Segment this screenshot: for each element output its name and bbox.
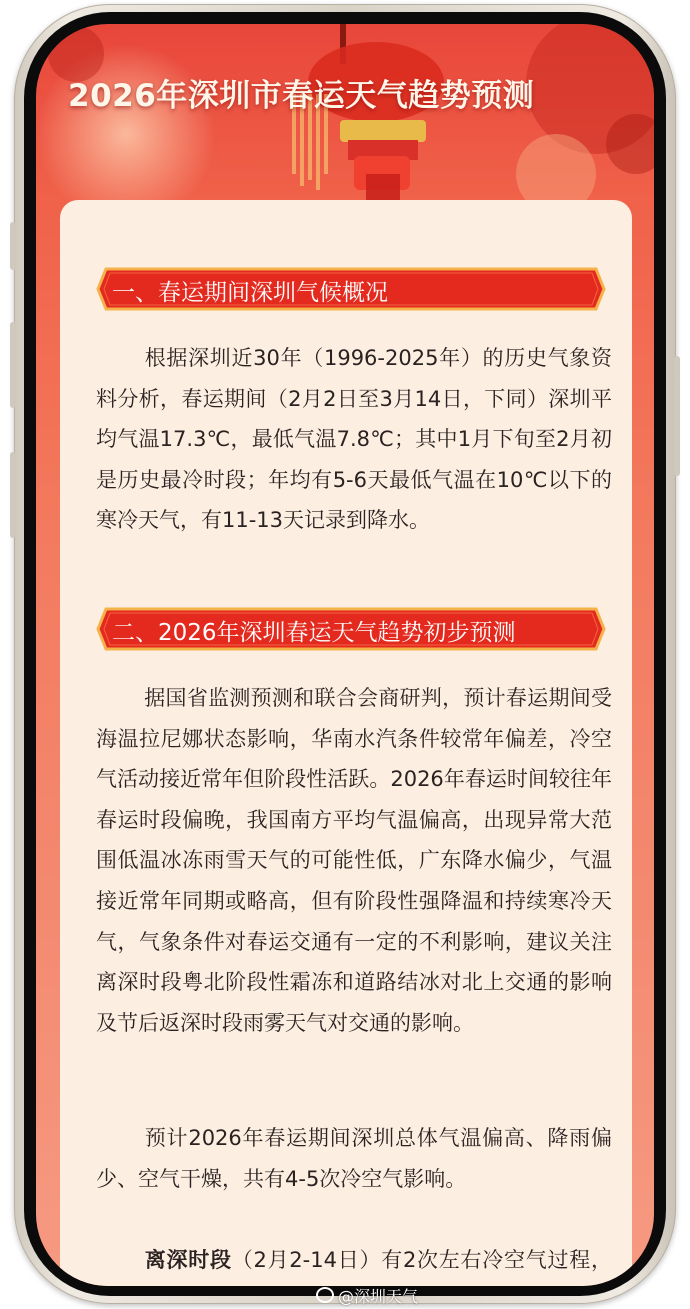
departure-period-label: 离深时段 (144, 1248, 232, 1272)
page-title: 2026年深圳市春运天气趋势预测 (68, 78, 535, 114)
section-banner-1 (96, 266, 606, 312)
section2-paragraph-1-text: 据国省监测预测和联合会商研判，预计春运期间受海温拉尼娜状态影响，华南水汽条件较常年偏差，冷空气活动接近常年但阶段性活跃。2026年春运时间较往年春运时段偏晚，我国南方平均气温偏高，出现异常大范围低温冰冻雨雪天气的可能性低，广东降水偏少，气温接近常年同期或略高，但有阶段性强降温和持续寒冷天气，气象条件对春运交通有一定的不利影响，建议关注离深时段粤北阶段性霜冻和道路结冰对北上交通的影响及节后返深时段雨雾天气对交通的影响。 (96, 686, 612, 1035)
section2-paragraph-3-text: （2月2-14日）有2次左右冷空气过程， (231, 1248, 612, 1272)
section-banner-2 (96, 606, 606, 652)
section2-paragraph-3 (96, 1240, 612, 1286)
phone-volume-up-button (10, 322, 16, 408)
phone-volume-down-button (10, 452, 16, 538)
section-title-1: 一、春运期间深圳气候概况 (112, 280, 388, 306)
section1-paragraph-text: 根据深圳近30年（1996-2025年）的历史气象资料分析，春运期间（2月2日至3月14日，下同）深圳平均气温17.3℃，最低气温7.8℃；其中1月下旬至2月初是历史最冷时段；年均有5-6天最低气温在10℃以下的寒冷天气，有11-13天记录到降水。 (96, 346, 612, 533)
section2-paragraph-2 (96, 1118, 612, 1199)
section2-paragraph-1 (96, 678, 612, 1043)
phone-action-button (10, 222, 16, 270)
section1-paragraph (96, 338, 612, 541)
phone-screen[interactable] (36, 24, 654, 1286)
weibo-watermark (316, 1284, 418, 1307)
weibo-icon (316, 1287, 334, 1303)
content-card (60, 200, 632, 1286)
phone-power-button (674, 356, 680, 476)
section2-paragraph-2-text: 预计2026年春运期间深圳总体气温偏高、降雨偏少、空气干燥，共有4-5次冷空气影响。 (96, 1126, 612, 1191)
watermark-text: @深圳天气 (338, 1287, 419, 1306)
section-title-2: 二、2026年深圳春运天气趋势初步预测 (112, 620, 516, 646)
